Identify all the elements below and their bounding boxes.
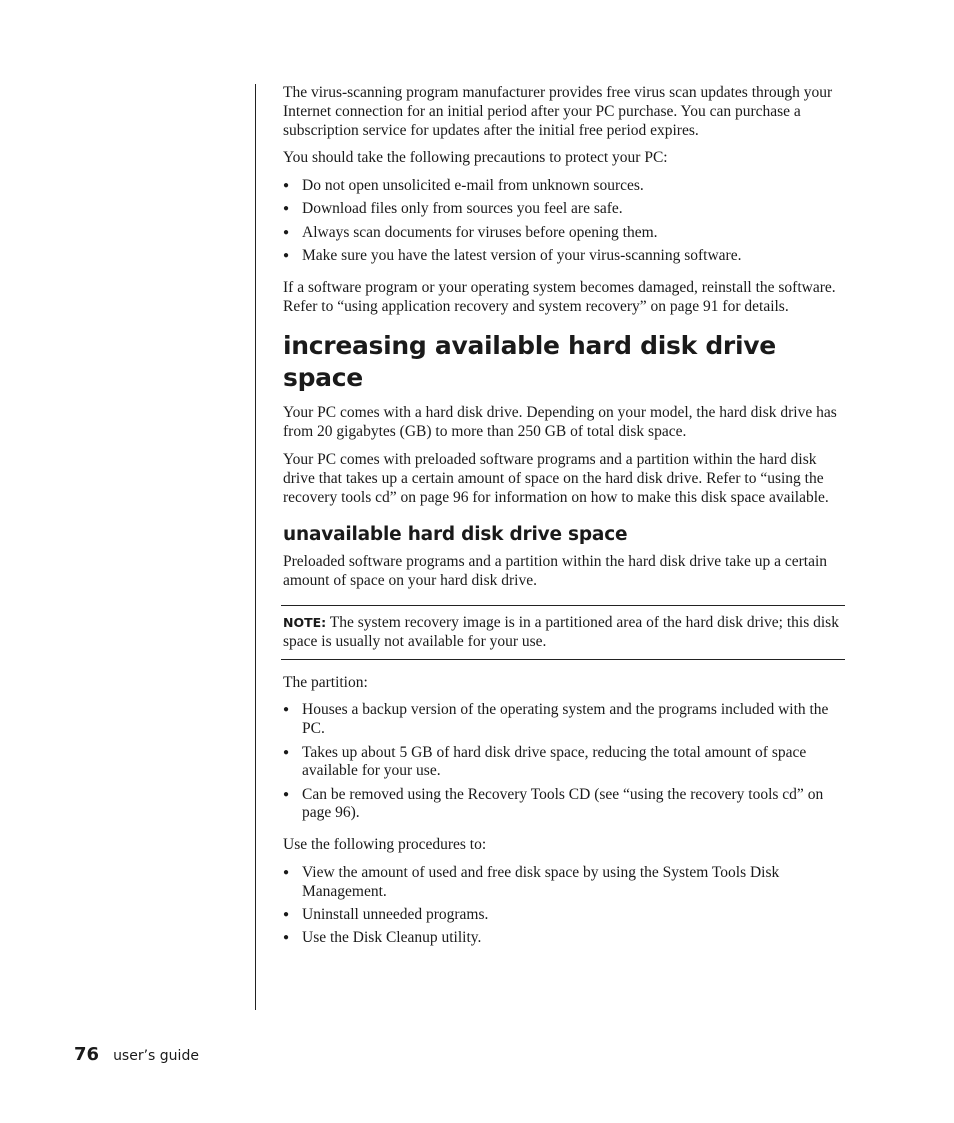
note-box	[281, 605, 845, 660]
partition-intro: The partition:	[283, 673, 368, 691]
procedures-list	[283, 864, 845, 948]
list-item: ● Use the Disk Cleanup utility.	[283, 929, 845, 948]
intro-paragraph-1: The virus-scanning program manufacturer provides free virus scan updates through your Internet connection for an initial period after your PC purchase. You can purchase a subscription service for updates after the initial free period expires.	[283, 84, 833, 139]
intro-paragraph-2: You should take the following precautions to protect your PC:	[283, 149, 668, 167]
page-footer	[74, 1044, 199, 1065]
list-item: ● Do not open unsolicited e-mail from unknown sources.	[283, 177, 845, 196]
list-item: ● Houses a backup version of the operating system and the programs included with the PC.	[283, 701, 845, 739]
list-item: ● Takes up about 5 GB of hard disk drive space, reducing the total amount of space available for your use.	[283, 744, 845, 782]
footer-title: user’s guide	[113, 1048, 199, 1064]
list-item: ● Always scan documents for viruses before opening them.	[283, 224, 845, 243]
list-item: ● Can be removed using the Recovery Tools CD (see “using the recovery tools cd” on page 96).	[283, 786, 845, 824]
precautions-list	[283, 177, 845, 266]
section-paragraph-1: Your PC comes with a hard disk drive. Depending on your model, the hard disk drive has from 20 gigabytes (GB) to more than 250 GB of total disk space.	[283, 404, 837, 441]
subsection-paragraph-1: Preloaded software programs and a partition within the hard disk drive take up a certain amount of space on your hard disk drive.	[283, 553, 828, 590]
list-item: ● Uninstall unneeded programs.	[283, 906, 845, 925]
page-content	[283, 84, 845, 961]
subsection-heading: unavailable hard disk drive space	[283, 524, 628, 546]
note-label: NOTE:	[283, 615, 327, 631]
partition-list	[283, 701, 845, 823]
note-text: The system recovery image is in a partitioned area of the hard disk drive; this disk space is usually not available for your use.	[283, 614, 839, 650]
list-item: ● Make sure you have the latest version of your virus-scanning software.	[283, 247, 845, 266]
procedures-intro: Use the following procedures to:	[283, 836, 487, 854]
page-number: 76	[74, 1044, 100, 1065]
intro-paragraph-3: If a software program or your operating system becomes damaged, reinstall the software. Refer to “using application recovery and system recovery” on page 91 for details.	[283, 278, 836, 315]
section-paragraph-2: Your PC comes with preloaded software programs and a partition within the hard disk drive that takes up a certain amount of space on the hard disk drive. Refer to “using the recovery tools cd” on page 96 for information on how to make this disk space available.	[283, 451, 829, 506]
list-item: ● Download files only from sources you feel are safe.	[283, 200, 845, 219]
margin-rule	[255, 84, 256, 1010]
list-item: ● View the amount of used and free disk space by using the System Tools Disk Management.	[283, 864, 845, 902]
section-heading: increasing available hard disk drive space	[283, 331, 776, 393]
